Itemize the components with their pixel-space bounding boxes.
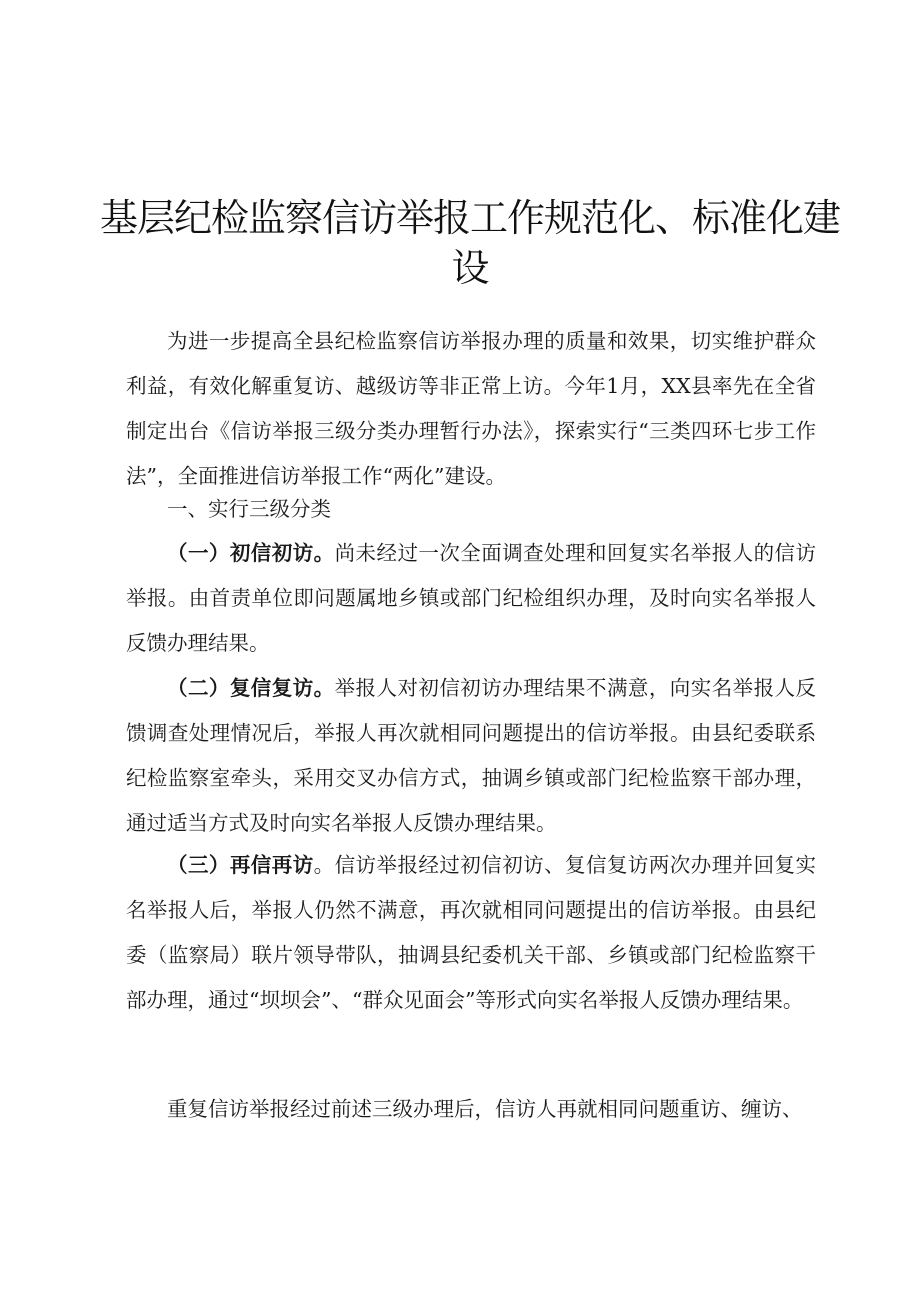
intro-paragraph: 为进一步提高全县纪检监察信访举报办理的质量和效果，切实维护群众利益，有效化解重复访、越级访等非正常上访。今年1月，XX县率先在全省制定出台《信访举报三级分类办理暂行办法》，探索实行“三类四环七步工作法”，全面推进信访举报工作“两化”建设。 bbox=[126, 329, 816, 488]
closing-paragraph: 重复信访举报经过前述三级办理后，信访人再就相同问题重访、缠访、 bbox=[167, 1097, 803, 1121]
section-heading-1: 一、实行三级分类 bbox=[167, 497, 331, 521]
item-text-1: 尚未经过一次全面调查处理和回复实名举报人的信访举报。由首责单位即问题属地乡镇或部门纪检组织办理，及时向实名举报人反馈办理结果。 bbox=[126, 541, 817, 655]
item-paragraph-1 bbox=[126, 531, 816, 666]
item-lead-3: （三）再信再访 bbox=[167, 853, 314, 877]
item-text-3: 。信访举报经过初信初访、复信复访两次办理并回复实名举报人后，举报人仍然不满意，再次就相同问题提出的信访举报。由县纪委（监察局）联片领导带队，抽调县纪委机关干部、乡镇或部门纪检监察干部办理，通过“坝坝会”、“群众见面会”等形式向实名举报人反馈办理结果。 bbox=[126, 853, 817, 1012]
item-text-2: 举报人对初信初访办理结果不满意，向实名举报人反馈调查处理情况后，举报人再次就相同问题提出的信访举报。由县纪委联系纪检监察室牵头，采用交叉办信方式，抽调乡镇或部门纪检监察干部办理，通过适当方式及时向实名举报人反馈办理结果。 bbox=[126, 676, 817, 835]
document-title: 基层纪检监察信访举报工作规范化、标准化建设 bbox=[100, 196, 841, 290]
item-lead-2: （二）复信复访。 bbox=[167, 676, 335, 700]
item-paragraph-2 bbox=[126, 666, 816, 846]
item-lead-1: （一）初信初访。 bbox=[167, 541, 335, 565]
item-paragraph-3 bbox=[126, 843, 816, 1023]
